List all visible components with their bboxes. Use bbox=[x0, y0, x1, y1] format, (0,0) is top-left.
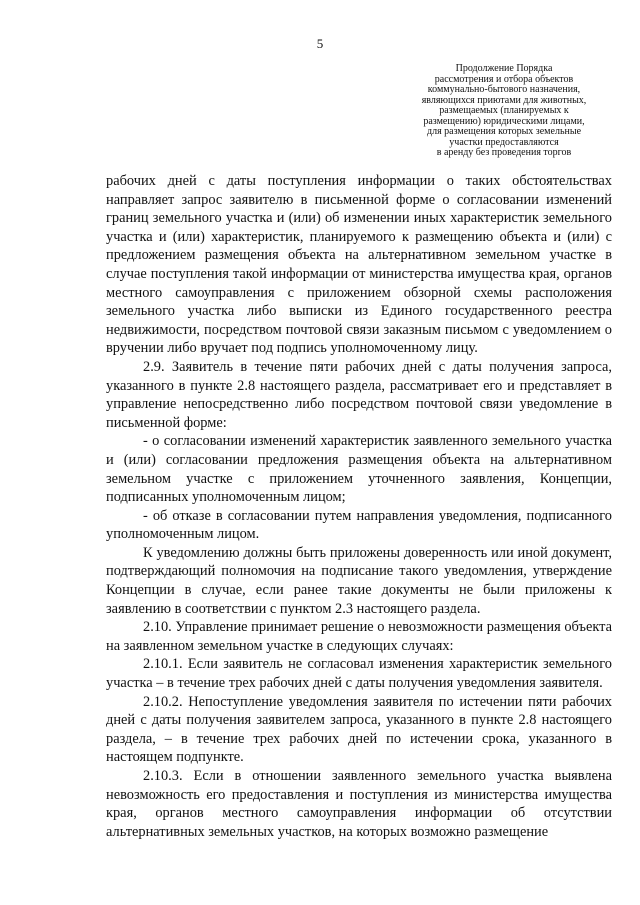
paragraph: 2.10.2. Непоступление уведомления заявителя по истечении пяти рабочих дней с даты получения заявителем запроса, указанного в пункте 2.8 настоящего раздела, – в течение трех рабочих дней по истечении срока, указанного в настоящем подпункте. bbox=[106, 693, 612, 766]
list-item: - о согласовании изменений характеристик заявленного земельного участка и (или) согласовании предложения размещения объекта на альтернативном земельном участке с приложением уточненного заявления, Концепции, подписанных уполномоченным лицом; bbox=[106, 433, 612, 506]
paragraph: К уведомлению должны быть приложены доверенность или иной документ, подтверждающий полномочия на подписание такого уведомления, утверждение Концепции в случае, если ранее такие документы не были приложены к заявлению в соответствии с пунктом 2.3 настоящего раздела. bbox=[106, 544, 612, 617]
header-line: коммунально-бытового назначения, bbox=[427, 84, 581, 95]
header-line: рассмотрения и отбора объектов bbox=[434, 73, 574, 85]
document-body bbox=[106, 172, 612, 841]
paragraph: 2.10.3. Если в отношении заявленного земельного участка выявлена невозможность его предоставления и поступления из министерства имущества края, органов местного самоуправления информации об отсутствии альтернативных земельных участков, на которых возможно размещение bbox=[106, 768, 612, 840]
header-line: участки предоставляются bbox=[449, 136, 559, 148]
paragraph: 2.10. Управление принимает решение о невозможности размещения объекта на заявленном земельном участке в следующих случаях: bbox=[106, 619, 612, 654]
header-line: для размещения которых земельные bbox=[426, 126, 582, 137]
page-number: 5 bbox=[316, 36, 324, 51]
paragraph: 2.10.1. Если заявитель не согласовал изменения характеристик земельного участка – в течение трех рабочих дней с даты получения уведомления заявителя. bbox=[106, 656, 612, 692]
header-line: размещению) юридическими лицами, bbox=[423, 115, 585, 127]
header-line: в аренду без проведения торгов bbox=[436, 147, 572, 158]
header-line: Продолжение Порядка bbox=[455, 63, 553, 74]
header-line: размещаемых (планируемых к bbox=[439, 105, 569, 116]
paragraph: рабочих дней с даты поступления информации о таких обстоятельствах направляет запрос заявителю в письменной форме о согласовании изменений границ земельного участка и (или) об изменении иных характеристик земельного участка и (или) характеристик, планируемого к размещению объекта и (или) с предложением размещения объекта на альтернативном земельном участке в случае поступления такой информации от министерства имущества края, органов местного самоуправления с приложением обзорной схемы расположения земельного участка либо выписки из Единого государственного реестра недвижимости, посредством почтовой связи заказным письмом с уведомлением о вручении либо вручает под подпись уполномоченному лицу. bbox=[106, 173, 612, 357]
list-item: - об отказе в согласовании путем направления уведомления, подписанного уполномоченным лицом. bbox=[106, 507, 612, 543]
header-line: являющихся приютами для животных, bbox=[421, 94, 587, 106]
paragraph: 2.9. Заявитель в течение пяти рабочих дней с даты получения запроса, указанного в пункте 2.8 настоящего раздела, рассматривает его и представляет в управление непосредственно либо посредством почтовой связи уведомление в письменной форме: bbox=[106, 358, 612, 431]
document-header bbox=[384, 64, 624, 159]
